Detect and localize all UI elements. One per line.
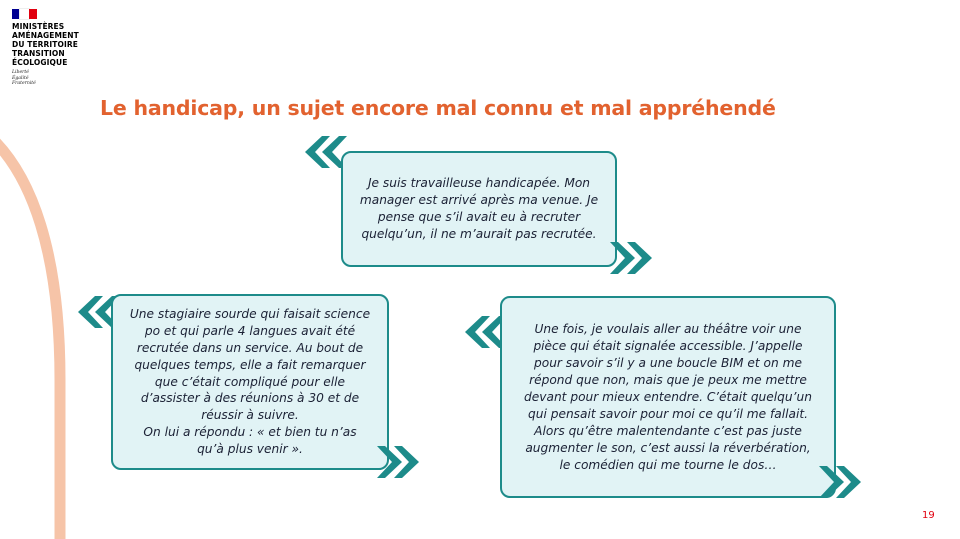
org-name-line: MINISTÈRES — [12, 22, 65, 31]
close-quote-icon — [376, 446, 422, 478]
testimony-text: Une fois, je voulais aller au théâtre voir une pièce qui était signalée accessible. J’appelle pour savoir s’il y a une boucle BIM et on me répond que non, mais que je peux me mettre devant pour mieux entendre. C’était quelqu’un qui pensait savoir pour moi ce qu’il me fallait. Alors qu’être malentendante c’est pas juste augmenter le son, c’est aussi la réverbération, le comédien qui me tourne le dos… — [524, 321, 812, 472]
ministry-logo — [12, 9, 79, 87]
slide-title: Le handicap, un sujet encore mal connu et mal appréhendé — [100, 96, 776, 120]
close-quote-icon — [609, 242, 655, 274]
org-name-line: TRANSITION — [12, 49, 65, 58]
republic-motto — [12, 70, 79, 87]
testimony-bubble — [341, 151, 617, 267]
testimony-bubble — [111, 294, 389, 470]
motto-line: Égalité — [12, 75, 29, 81]
french-flag-icon — [12, 9, 37, 19]
testimony-text: Une stagiaire sourde qui faisait science po et qui parle 4 langues avait été recrutée dans un service. Au bout de quelques temps, elle a fait remarquer que c’était compliqué pour elle d’assister à des réunions à 30 et de réussir à suivre. On lui a répondu : « et bien tu n’as qu’à plus venir ». — [129, 307, 371, 456]
org-name-line: AMÉNAGEMENT — [12, 31, 79, 40]
testimony-bubble — [500, 296, 836, 498]
close-quote-icon — [818, 466, 864, 498]
org-name-line: DU TERRITOIRE — [12, 40, 78, 49]
motto-line: Fraternité — [12, 81, 36, 87]
testimony-text: Je suis travailleuse handicapée. Mon manager est arrivé après ma venue. Je pense que s’il avait eu à recruter quelqu’un, il ne m’aurait pas recrutée. — [359, 176, 599, 241]
page-number: 19 — [922, 510, 935, 521]
motto-line: Liberté — [12, 70, 29, 75]
org-name-line: ÉCOLOGIQUE — [12, 58, 68, 67]
